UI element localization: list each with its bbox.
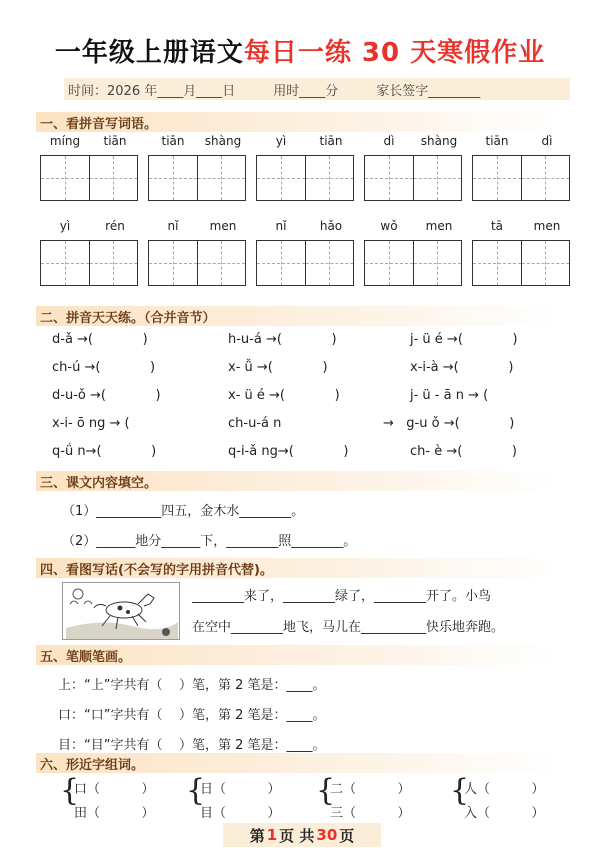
writing-grid[interactable] xyxy=(256,155,354,201)
pinyin: men xyxy=(425,219,453,233)
writing-grid[interactable] xyxy=(364,155,462,201)
pinyin: tiān xyxy=(161,134,185,148)
page-footer xyxy=(223,823,381,847)
pinyin: tiān xyxy=(103,134,127,148)
exercise-item: → g-u ǒ →( ) xyxy=(383,416,515,431)
exercise-item: j- ü - ā n → ( xyxy=(410,388,489,403)
pinyin-row-2 xyxy=(40,219,570,235)
pinyin: dì xyxy=(383,134,395,148)
pinyin: shàng xyxy=(420,134,458,148)
pinyin: nǐ xyxy=(275,219,287,233)
footer-post: 页 xyxy=(339,826,355,845)
section-1-heading: 一、看拼音写词语。 xyxy=(36,112,560,132)
similar-word: 日（ ） xyxy=(200,782,281,797)
writing-boxes-row-1 xyxy=(40,155,570,205)
pinyin: hǎo xyxy=(319,219,343,233)
pinyin: míng xyxy=(49,134,81,148)
writing-grid[interactable] xyxy=(148,155,246,201)
exercise-item: ch-u-á n xyxy=(228,416,282,431)
exercise-item: ch- è →( ) xyxy=(410,444,517,459)
writing-grid[interactable] xyxy=(364,240,462,286)
pinyin: tiān xyxy=(319,134,343,148)
similar-word: 入（ ） xyxy=(464,806,545,821)
brace: { xyxy=(316,773,336,808)
writing-grid[interactable] xyxy=(256,240,354,286)
section-4-heading: 四、看图写话(不会写的字用拼音代替)。 xyxy=(36,558,560,578)
pinyin-row-1 xyxy=(40,134,570,150)
exercise-item: ch-ú →( ) xyxy=(52,360,156,375)
pinyin: yì xyxy=(275,134,287,148)
brace: { xyxy=(186,773,206,808)
similar-word: 田（ ） xyxy=(74,806,155,821)
info-bar xyxy=(64,78,570,100)
pinyin: shàng xyxy=(204,134,242,148)
stroke-line-2: 口：“口”字共有（ ）笔，第 2 笔是：____。 xyxy=(58,708,326,723)
picture-writing-line-2: 在空中________地飞，马儿在__________快乐地奔跑。 xyxy=(192,620,505,635)
info-used: 用时____分 xyxy=(273,83,339,99)
picture-writing-line-1: ________来了，________绿了，________开了。小鸟 xyxy=(192,589,492,604)
fill-line-2: （2）______地分______下，________照________。 xyxy=(62,534,357,549)
exercise-item: x- ǚ →( ) xyxy=(228,360,328,375)
page-number: 1 xyxy=(266,826,278,844)
brace: { xyxy=(60,773,80,808)
writing-grid[interactable] xyxy=(40,240,138,286)
info-time: 时间：2026 年____月____日 xyxy=(68,83,236,99)
writing-boxes-row-2 xyxy=(40,240,570,290)
footer-mid: 页 共 xyxy=(279,826,315,845)
similar-word: 三（ ） xyxy=(330,806,411,821)
fill-line-1: （1）__________四五，金木水________。 xyxy=(62,504,305,519)
pinyin: men xyxy=(533,219,561,233)
exercise-item: j- ü é →( ) xyxy=(410,332,518,347)
pinyin: tā xyxy=(490,219,504,233)
exercise-item: d-u-ǒ →( ) xyxy=(52,388,161,403)
horse-illustration xyxy=(62,582,180,640)
footer-pre: 第 xyxy=(249,826,265,845)
writing-grid[interactable] xyxy=(148,240,246,286)
section-2-heading: 二、拼音天天练。（合并音节） xyxy=(36,306,560,326)
info-parent: 家长签字________ xyxy=(376,83,481,99)
exercise-item: x-i-à →( ) xyxy=(410,360,514,375)
similar-word: 目（ ） xyxy=(200,806,281,821)
pinyin: yì xyxy=(59,219,71,233)
section-3-heading: 三、课文内容填空。 xyxy=(36,471,560,491)
similar-word: 人（ ） xyxy=(464,782,545,797)
exercise-item: d-ǎ →( ) xyxy=(52,332,148,347)
similar-word: 二（ ） xyxy=(330,782,411,797)
total-pages: 30 xyxy=(316,826,338,844)
exercise-item: h-u-á →( ) xyxy=(228,332,337,347)
page-title xyxy=(0,32,600,69)
exercise-item: x- ü é →( ) xyxy=(228,388,340,403)
title-part2: 每日一练 30 天寒假作业 xyxy=(243,38,546,68)
exercise-item: x-i- ō ng → ( xyxy=(52,416,130,431)
title-part1: 一年级上册语文 xyxy=(54,38,244,68)
similar-word: 口（ ） xyxy=(74,782,155,797)
pinyin: wǒ xyxy=(380,219,398,233)
writing-grid[interactable] xyxy=(40,155,138,201)
pinyin: tiān xyxy=(485,134,509,148)
section-6-heading: 六、形近字组词。 xyxy=(36,753,560,773)
section-5-heading: 五、笔顺笔画。 xyxy=(36,645,560,665)
writing-grid[interactable] xyxy=(472,155,570,201)
brace: { xyxy=(450,773,470,808)
stroke-line-3: 目：“目”字共有（ ）笔，第 2 笔是：____。 xyxy=(58,738,326,753)
pinyin: dì xyxy=(541,134,553,148)
exercise-item: q-i-ǎ ng→( ) xyxy=(228,444,349,459)
writing-grid[interactable] xyxy=(472,240,570,286)
stroke-line-1: 上：“上”字共有（ ）笔，第 2 笔是：____。 xyxy=(58,678,326,693)
exercise-item: q-ǘ n→( ) xyxy=(52,444,157,459)
pinyin: men xyxy=(209,219,237,233)
pinyin: nǐ xyxy=(167,219,179,233)
pinyin: rén xyxy=(105,219,125,233)
